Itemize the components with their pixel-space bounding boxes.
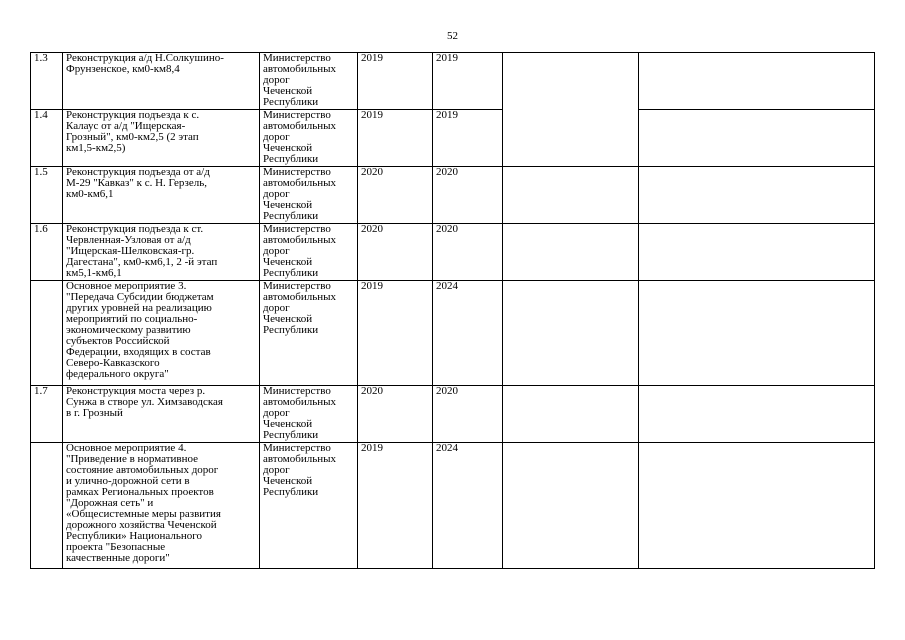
row-number: 1.6 xyxy=(31,224,63,281)
start-year: 2020 xyxy=(358,224,433,281)
empty-cell xyxy=(639,110,875,167)
empty-cell xyxy=(639,53,875,110)
executor: Министерство автомобильных дорог Чеченской Республики xyxy=(260,167,358,224)
empty-cell xyxy=(639,386,875,443)
measure-name: Реконструкция а/д Н.Солкушино- Фрунзенское, км0-км8,4 xyxy=(63,53,260,110)
end-year: 2019 xyxy=(433,110,503,167)
empty-cell xyxy=(639,167,875,224)
start-year: 2020 xyxy=(358,386,433,443)
measure-name: Основное мероприятие 4. "Приведение в нормативное состояние автомобильных дорог и улично-дорожной сети в рамках Региональных проектов "Дорожная сеть" и «Общесистемные меры развития дорожного хозяйства Чеченской Республики» Национального проекта "Безопасные качественные дороги" xyxy=(63,443,260,569)
start-year: 2020 xyxy=(358,167,433,224)
end-year: 2019 xyxy=(433,53,503,110)
executor: Министерство автомобильных дорог Чеченской Республики xyxy=(260,443,358,569)
empty-cell xyxy=(503,53,639,167)
end-year: 2020 xyxy=(433,224,503,281)
empty-cell xyxy=(503,386,639,443)
start-year: 2019 xyxy=(358,281,433,386)
table-row xyxy=(31,443,875,569)
program-table xyxy=(30,52,875,569)
empty-cell xyxy=(503,167,639,224)
start-year: 2019 xyxy=(358,53,433,110)
start-year: 2019 xyxy=(358,443,433,569)
row-number: 1.5 xyxy=(31,167,63,224)
measure-name: Реконструкция подъезда к с. Калаус от а/д "Ищерская- Грозный", км0-км2,5 (2 этап км1,5-км2,5) xyxy=(63,110,260,167)
empty-cell xyxy=(503,281,639,386)
table-row xyxy=(31,224,875,281)
measure-name: Реконструкция подъезда к ст. Червленная-Узловая от а/д "Ищерская-Шелковская-гр. Дагестана", км0-км6,1, 2 -й этап км5,1-км6,1 xyxy=(63,224,260,281)
executor: Министерство автомобильных дорог Чеченской Республики xyxy=(260,386,358,443)
end-year: 2024 xyxy=(433,443,503,569)
empty-cell xyxy=(639,443,875,569)
table-row xyxy=(31,386,875,443)
start-year: 2019 xyxy=(358,110,433,167)
row-number: 1.3 xyxy=(31,53,63,110)
empty-cell xyxy=(503,443,639,569)
empty-cell xyxy=(639,224,875,281)
measure-name: Основное мероприятие 3. "Передача Субсидии бюджетам других уровней на реализацию мероприятий по социально- экономическому развитию субъектов Российской Федерации, входящих в состав Северо-Кавказского федерального округа" xyxy=(63,281,260,386)
table-row xyxy=(31,110,875,167)
table-row xyxy=(31,167,875,224)
row-number: 1.7 xyxy=(31,386,63,443)
executor: Министерство автомобильных дорог Чеченской Республики xyxy=(260,53,358,110)
table-row xyxy=(31,53,875,110)
table-row xyxy=(31,281,875,386)
end-year: 2020 xyxy=(433,167,503,224)
row-number xyxy=(31,443,63,569)
executor: Министерство автомобильных дорог Чеченской Республики xyxy=(260,110,358,167)
empty-cell xyxy=(639,281,875,386)
page-number: 52 xyxy=(447,30,458,42)
executor: Министерство автомобильных дорог Чеченской Республики xyxy=(260,224,358,281)
row-number: 1.4 xyxy=(31,110,63,167)
end-year: 2024 xyxy=(433,281,503,386)
empty-cell xyxy=(503,224,639,281)
measure-name: Реконструкция моста через р. Сунжа в створе ул. Химзаводская в г. Грозный xyxy=(63,386,260,443)
measure-name: Реконструкция подъезда от а/д М-29 "Кавказ" к с. Н. Герзель, км0-км6,1 xyxy=(63,167,260,224)
row-number xyxy=(31,281,63,386)
end-year: 2020 xyxy=(433,386,503,443)
executor: Министерство автомобильных дорог Чеченской Республики xyxy=(260,281,358,386)
